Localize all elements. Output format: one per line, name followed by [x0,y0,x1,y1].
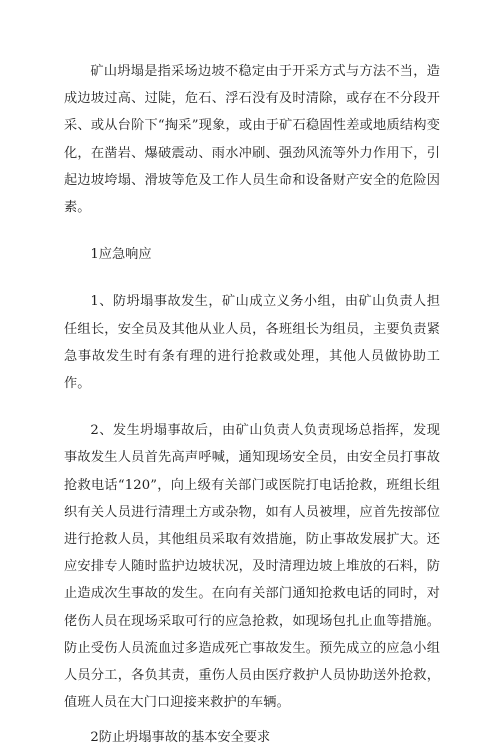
document-body [64,58,440,752]
intro-paragraph: 矿山坍塌是指采场边坡不稳定由于开采方式与方法不当，造成边坡过高、过陡，危石、浮石没有及时清除，或存在不分段开采、或从台阶下“掏采”现象，或由于矿石稳固性差或地质结构变化，在凿岩、爆破震动、雨水冲刷、强劲风流等外力作用下，引起边坡垮塌、滑坡等危及工作人员生命和设备财产安全的危险因素。 [64,64,440,216]
section-heading-emergency-response: 1应急响应 [90,247,152,263]
paragraph-rescue-team: 1、防坍塌事故发生，矿山成立义务小组，由矿山负责人担任组长，安全员及其他从业人员，各班组长为组员，主要负责紧急事故发生时有条有理的进行抢救或处理，其他人员做协助工作。 [64,294,440,392]
section-heading-safety-requirements: 2防止坍塌事故的基本安全要求 [90,730,271,746]
paragraph-accident-response: 2、发生坍塌事故后，由矿山负责人负责现场总指挥，发现事故发生人员首先高声呼喊，通知现场安全员，由安全员打事故抢救电话“120”，向上级有关部门或医院打电话抢救，班组长组织有关人员进行清理土方或杂物，如有人员被埋，应首先按部位进行抢救人员，其他组员采取有效措施，防止事故发展扩大。还应安排专人随时监护边坡状况，及时清理边坡上堆放的石料，防止造成次生事故的发生。在向有关部门通知抢救电话的同时，对佬伤人员在现场采取可行的应急抢救，如现场包扎止血等措施。防止受伤人员流血过多造成死亡事故发生。预先成立的应急小组人员分工，各负其责，重伤人员由医疗救护人员协助送外抢救，值班人员在大门口迎接来救护的车辆。 [64,423,440,711]
